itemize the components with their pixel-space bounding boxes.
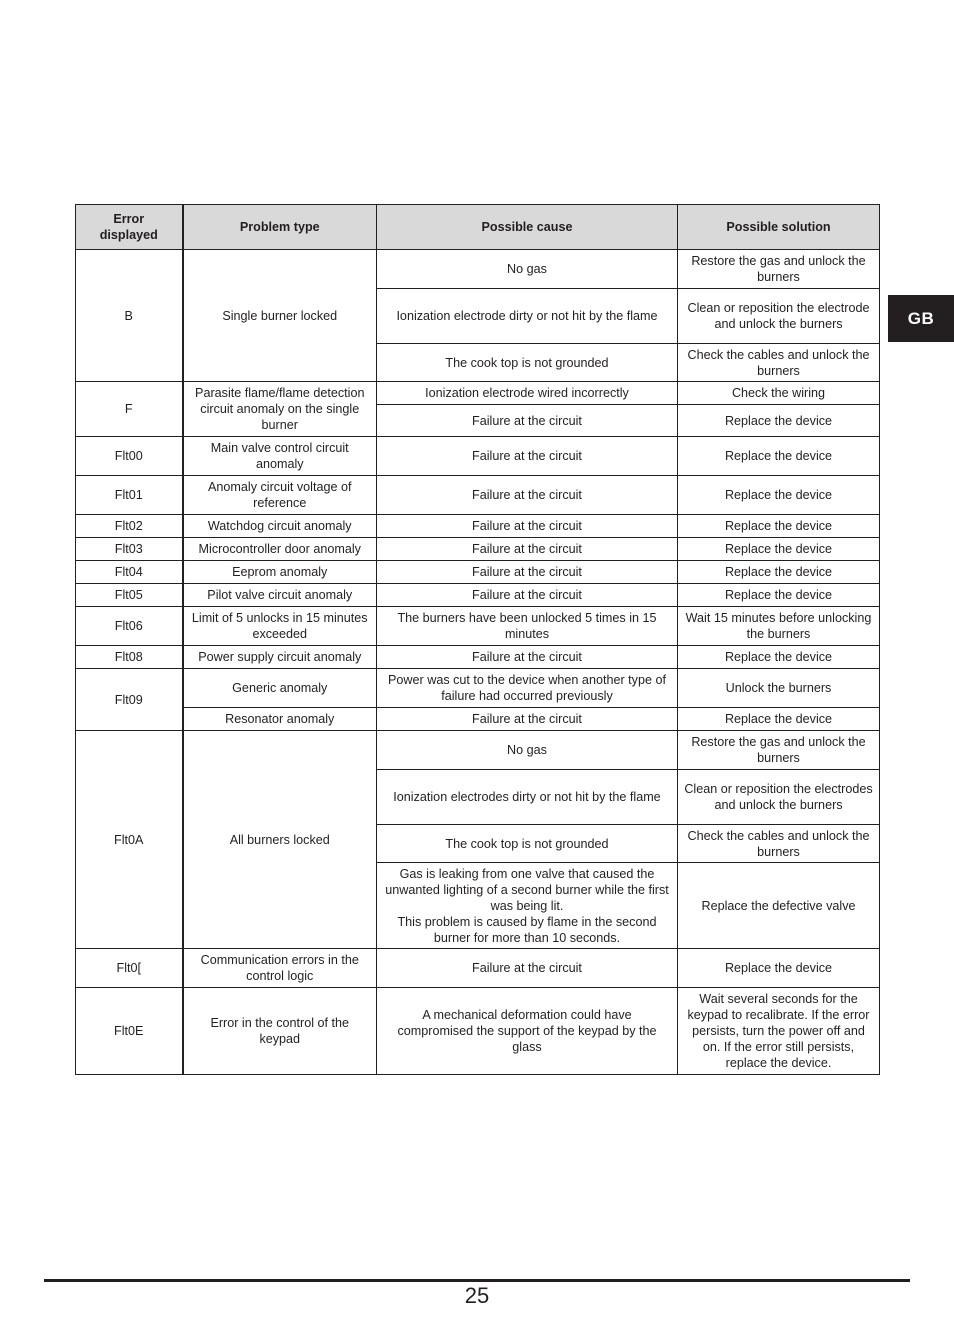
problem-type-cell: Eeprom anomaly [183, 561, 377, 584]
error-code-cell: Flt0[ [76, 949, 183, 988]
error-code-cell: Flt08 [76, 646, 183, 669]
problem-type-cell: Power supply circuit anomaly [183, 646, 377, 669]
table-row [76, 731, 880, 770]
problem-type-cell: Single burner locked [183, 250, 377, 382]
header-possible-solution: Possible solution [678, 205, 880, 250]
error-code-cell: Flt0E [76, 988, 183, 1075]
possible-cause-cell: Failure at the circuit [377, 538, 678, 561]
table-header-row [76, 205, 880, 250]
error-code-cell: Flt0A [76, 731, 183, 949]
possible-cause-cell: Ionization electrodes dirty or not hit by the flame [377, 770, 678, 825]
possible-solution-cell: Replace the device [678, 476, 880, 515]
table-row [76, 515, 880, 538]
possible-cause-cell: Failure at the circuit [377, 437, 678, 476]
table-row [76, 949, 880, 988]
possible-cause-cell: Failure at the circuit [377, 646, 678, 669]
possible-solution-cell: Replace the device [678, 538, 880, 561]
error-code-cell: Flt02 [76, 515, 183, 538]
possible-cause-cell: No gas [377, 250, 678, 289]
error-table-container [75, 204, 879, 1075]
possible-cause-cell: Failure at the circuit [377, 949, 678, 988]
possible-solution-cell: Replace the device [678, 515, 880, 538]
table-row [76, 250, 880, 289]
possible-solution-cell: Unlock the burners [678, 669, 880, 708]
possible-solution-cell: Replace the device [678, 405, 880, 437]
possible-solution-cell: Clean or reposition the electrode and unlock the burners [678, 289, 880, 344]
error-code-cell: Flt06 [76, 607, 183, 646]
error-code-cell: Flt04 [76, 561, 183, 584]
table-row [76, 584, 880, 607]
possible-cause-cell: The cook top is not grounded [377, 344, 678, 382]
header-error-displayed: Error displayed [76, 205, 183, 250]
possible-cause-cell: Failure at the circuit [377, 561, 678, 584]
possible-solution-cell: Replace the device [678, 437, 880, 476]
problem-type-cell: Watchdog circuit anomaly [183, 515, 377, 538]
header-possible-cause: Possible cause [377, 205, 678, 250]
possible-cause-cell: The burners have been unlocked 5 times in 15 minutes [377, 607, 678, 646]
possible-solution-cell: Check the cables and unlock the burners [678, 344, 880, 382]
possible-solution-cell: Replace the device [678, 561, 880, 584]
problem-type-cell: Parasite flame/flame detection circuit anomaly on the single burner [183, 382, 377, 437]
error-code-cell: F [76, 382, 183, 437]
table-row [76, 437, 880, 476]
table-row [76, 476, 880, 515]
possible-solution-cell: Wait several seconds for the keypad to recalibrate. If the error persists, turn the power off and on. If the error still persists, replace the device. [678, 988, 880, 1075]
possible-solution-cell: Replace the device [678, 949, 880, 988]
problem-type-cell: Main valve control circuit anomaly [183, 437, 377, 476]
possible-cause-cell: Failure at the circuit [377, 708, 678, 731]
possible-cause-cell: No gas [377, 731, 678, 770]
possible-solution-cell: Wait 15 minutes before unlocking the burners [678, 607, 880, 646]
possible-cause-cell: The cook top is not grounded [377, 825, 678, 863]
page-number: 25 [464, 1283, 490, 1308]
possible-cause-cell: Ionization electrode wired incorrectly [377, 382, 678, 405]
problem-type-cell: All burners locked [183, 731, 377, 949]
footer-rule [44, 1279, 910, 1282]
table-row [76, 607, 880, 646]
table-row [76, 382, 880, 405]
table-row [76, 646, 880, 669]
possible-solution-cell: Clean or reposition the electrodes and unlock the burners [678, 770, 880, 825]
possible-cause-cell: Failure at the circuit [377, 405, 678, 437]
error-code-cell: Flt03 [76, 538, 183, 561]
possible-solution-cell: Check the cables and unlock the burners [678, 825, 880, 863]
table-row [76, 988, 880, 1075]
problem-type-cell: Anomaly circuit voltage of reference [183, 476, 377, 515]
problem-type-cell: Communication errors in the control logic [183, 949, 377, 988]
error-code-cell: Flt00 [76, 437, 183, 476]
possible-solution-cell: Restore the gas and unlock the burners [678, 731, 880, 770]
header-problem-type: Problem type [183, 205, 377, 250]
problem-type-cell: Error in the control of the keypad [183, 988, 377, 1075]
possible-cause-cell: Power was cut to the device when another type of failure had occurred previously [377, 669, 678, 708]
problem-type-cell: Microcontroller door anomaly [183, 538, 377, 561]
error-codes-table [75, 204, 880, 1075]
problem-type-cell: Generic anomaly [183, 669, 377, 708]
error-code-cell: Flt01 [76, 476, 183, 515]
error-code-cell: Flt09 [76, 669, 183, 731]
possible-cause-cell: Failure at the circuit [377, 476, 678, 515]
possible-cause-cell: Gas is leaking from one valve that caused the unwanted lighting of a second burner while the first was being lit. This problem is caused by flame in the second burner for more than 10 seconds. [377, 863, 678, 949]
table-row [76, 538, 880, 561]
possible-cause-cell: A mechanical deformation could have compromised the support of the keypad by the glass [377, 988, 678, 1075]
possible-cause-cell: Failure at the circuit [377, 515, 678, 538]
table-body [76, 250, 880, 1075]
problem-type-cell: Resonator anomaly [183, 708, 377, 731]
possible-solution-cell: Replace the device [678, 646, 880, 669]
table-row [76, 561, 880, 584]
error-code-cell: Flt05 [76, 584, 183, 607]
problem-type-cell: Pilot valve circuit anomaly [183, 584, 377, 607]
problem-type-cell: Limit of 5 unlocks in 15 minutes exceeded [183, 607, 377, 646]
possible-cause-cell: Failure at the circuit [377, 584, 678, 607]
possible-solution-cell: Replace the defective valve [678, 863, 880, 949]
possible-solution-cell: Check the wiring [678, 382, 880, 405]
possible-solution-cell: Replace the device [678, 584, 880, 607]
possible-solution-cell: Restore the gas and unlock the burners [678, 250, 880, 289]
error-code-cell: B [76, 250, 183, 382]
table-row [76, 669, 880, 708]
possible-cause-cell: Ionization electrode dirty or not hit by the flame [377, 289, 678, 344]
possible-solution-cell: Replace the device [678, 708, 880, 731]
table-row [76, 708, 880, 731]
language-tab-gb: GB [888, 295, 954, 342]
